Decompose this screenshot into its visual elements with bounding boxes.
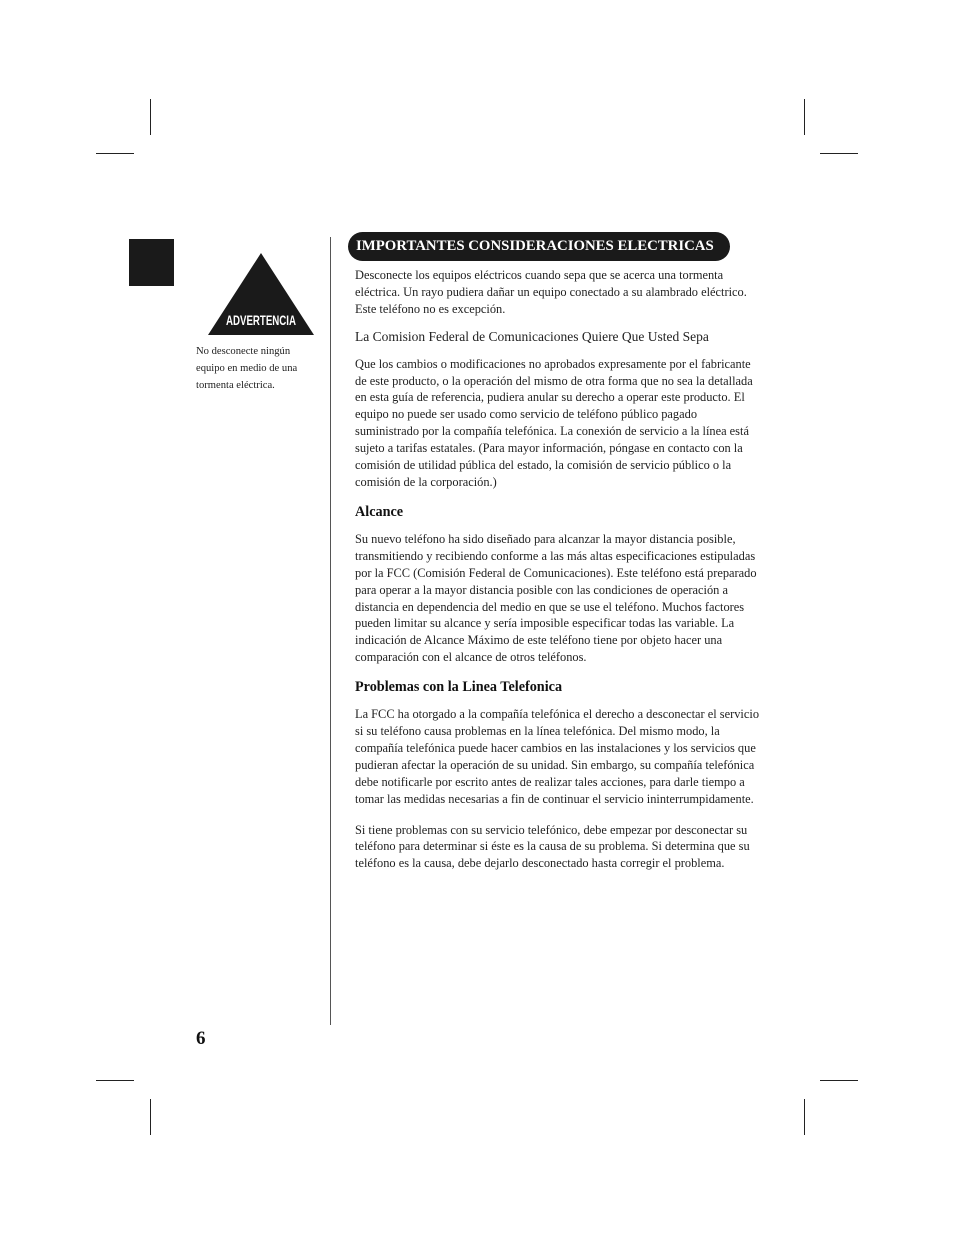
crop-mark [820,1080,858,1081]
main-content [355,232,760,872]
crop-mark [150,99,151,135]
alcance-heading: Alcance [355,503,404,520]
chapter-tab [129,239,174,286]
warning-triangle-icon [208,253,314,335]
crop-mark [804,99,805,135]
problemas-paragraph-2: Si tiene problemas con su servicio telefónico, debe empezar por desconectar su teléfono para determinar si éste es la causa de su problema. Si determina que su teléfono es la causa, debe dejarlo desconectado hasta corregir el problema. [355,822,750,871]
warning-note: No desconecte ningún equipo en medio de una tormenta eléctrica. [196,346,298,391]
warning-label: ADVERTENCIA [226,312,296,328]
problemas-paragraph-1: La FCC ha otorgado a la compañía telefónica el derecho a desconectar el servicio si su teléfono causa problemas en la línea telefónica. Del mismo modo, la compañía telefónica puede hacer cambios en las instalaciones y los servicios que pudieran afectar la operación de su unidad. Sin embargo, su compañía telefónica debe notificarle por escrito antes de realizar tales acciones, para darle tiempo a tomar las medidas necesarias a fin de continuar el servicio ininterrumpidamente. [355,707,760,806]
fcc-lead: La Comision Federal de Comunicaciones Quiere Que Usted Sepa [355,328,709,344]
problemas-heading: Problemas con la Linea Telefonica [355,679,563,696]
crop-mark [804,1099,805,1135]
column-divider [330,237,331,1025]
fcc-paragraph: Que los cambios o modificaciones no aprobados expresamente por el fabricante de este producto, o la operación del mismo de otra forma que no sea la detallada en esta guía de referencia, pudiera anular su derecho a operar este producto. El equipo no puede ser usado como servicio de teléfono público pagado suministrado por la compañía telefónica. La conexión de servicio a la línea está sujeto a tarifas estatales. (Para mayor información, póngase en contacto con la comisión de utilidad pública del estado, la comisión de servicio público o la comisión de la corporación.) [355,356,753,489]
alcance-paragraph: Su nuevo teléfono ha sido diseñado para alcanzar la mayor distancia posible, transmitiendo y recibiendo conforme a las más altas especificaciones estipuladas por la FCC (Comisión Federal de Comunicaciones). Este teléfono está preparado para operar a la mayor distancia posible con las condiciones de operación a distancia en dependencia del medio en que se use el teléfono. Muchos factores pueden limitar su alcance y sería imposible especificar todas las variable. La indicación de Alcance Máximo de este teléfono tiene por objeto hacer una comparación con el alcance de otros teléfonos. [355,531,757,665]
section-title: IMPORTANTES CONSIDERACIONES ELECTRICAS [348,232,730,261]
crop-mark [96,1080,134,1081]
crop-mark [96,153,134,154]
crop-mark [150,1099,151,1135]
crop-mark [820,153,858,154]
intro-paragraph: Desconecte los equipos eléctricos cuando sepa que se acerca una tormenta eléctrica. Un rayo pudiera dañar un equipo conectado a su alambrado eléctrico. Este teléfono no es excepción. [355,268,747,316]
page-number: 6 [196,1028,206,1049]
